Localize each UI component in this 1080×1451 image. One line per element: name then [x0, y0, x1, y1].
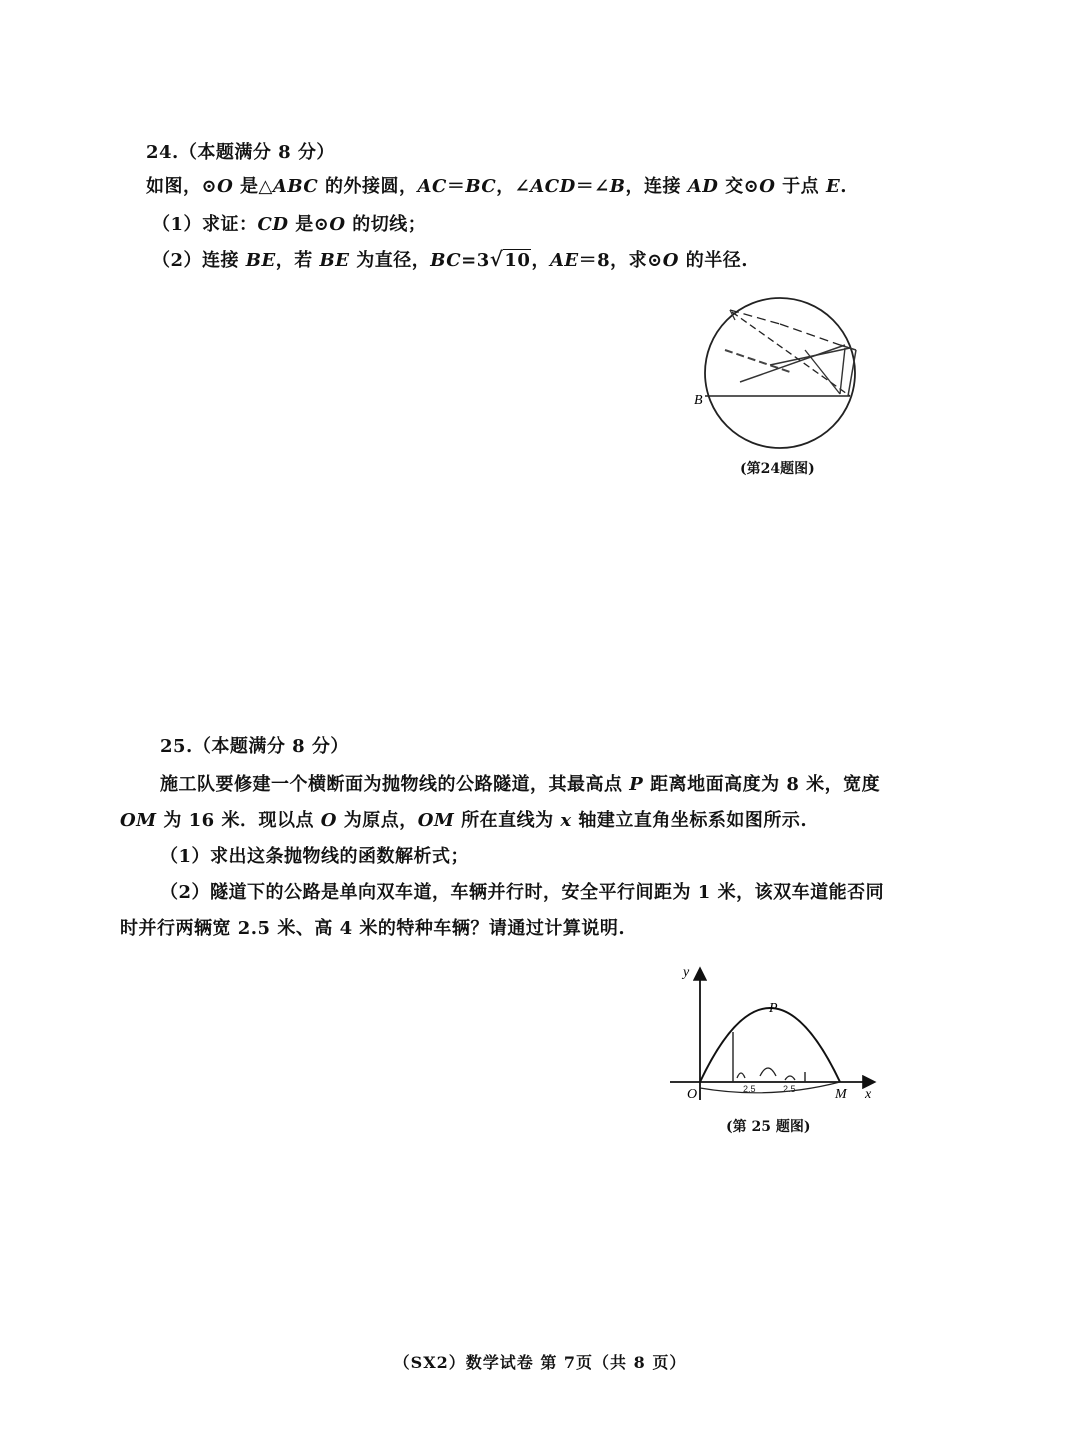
- q24-heading: 24.（本题满分 8 分）: [146, 142, 335, 163]
- parabola: [700, 1008, 840, 1082]
- page-footer: （SX2）数学试卷 第 7页（共 8 页）: [393, 1353, 687, 1372]
- label-m: M: [835, 1087, 847, 1102]
- q25-part2-line1: （2）隧道下的公路是单向双车道，车辆并行时，安全平行间距为 1 米，该双车道能否同: [160, 882, 885, 903]
- q25-part2-line2: 时并行两辆宽 2.5 米、高 4 米的特种车辆？请通过计算说明.: [120, 918, 626, 939]
- q25-caption: (第 25 题图): [726, 1119, 811, 1135]
- q24-part1: （1）求证：CD 是⊙O 的切线；: [152, 214, 427, 235]
- label-o: O: [687, 1087, 698, 1102]
- q24-figure: [690, 290, 880, 455]
- q25-heading: 25.（本题满分 8 分）: [160, 736, 349, 757]
- svg-text:2.5: 2.5: [743, 1084, 756, 1094]
- q25-part1: （1）求出这条抛物线的函数解析式；: [160, 846, 470, 867]
- q24-stem: 如图，⊙O 是△ABC 的外接圆，AC＝BC，∠ACD＝∠B，连接 AD 交⊙O 于点 E.: [146, 176, 847, 197]
- label-y: y: [683, 965, 690, 980]
- label-b: B: [694, 393, 703, 408]
- label-p: P: [769, 1001, 778, 1016]
- q25-stem-line1: 施工队要修建一个横断面为抛物线的公路隧道，其最高点 P 距离地面高度为 8 米，宽度: [160, 774, 881, 795]
- circle-o: [705, 298, 855, 448]
- svg-text:2.5: 2.5: [783, 1084, 796, 1094]
- q24-caption: (第24题图): [740, 461, 815, 477]
- q24-part2: （2）连接 BE，若 BE 为直径，BC=3√10，AE＝8，求⊙O 的半径.: [152, 247, 748, 271]
- q25-figure: [665, 960, 885, 1110]
- q25-stem-line2: OM 为 16 米．现以点 O 为原点，OM 所在直线为 x 轴建立直角坐标系如图所示.: [120, 810, 808, 831]
- label-x: x: [865, 1087, 872, 1102]
